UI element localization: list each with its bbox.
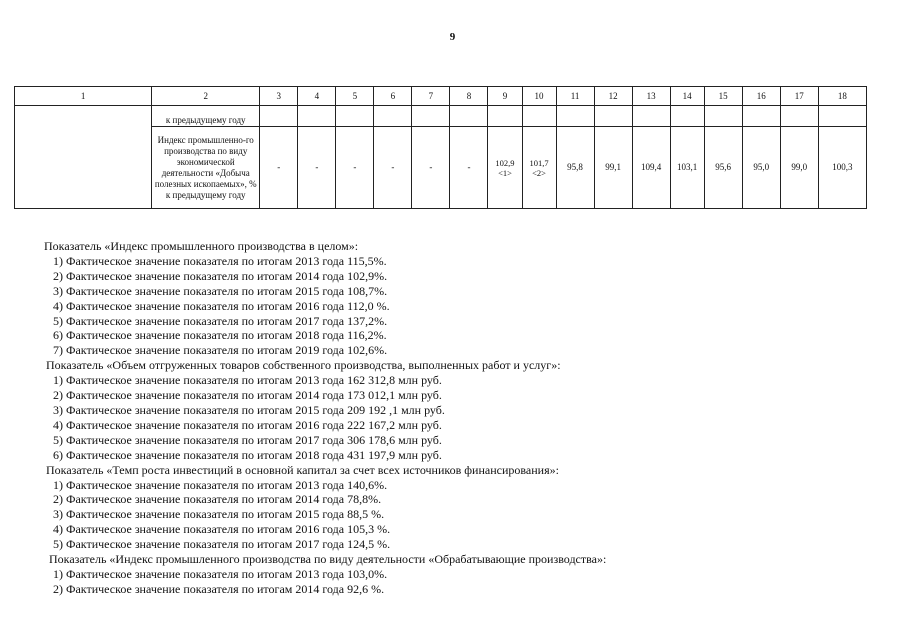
cell-footnote: <1> <box>498 167 512 178</box>
table-cell <box>670 127 704 209</box>
table-cell <box>336 106 374 127</box>
table-cell <box>412 127 450 209</box>
table-cell <box>742 106 780 127</box>
column-number: 4 <box>298 87 336 106</box>
column-number: 8 <box>450 87 488 106</box>
column-number: 7 <box>412 87 450 106</box>
list-item: 2) Фактическое значение показателя по итогам 2014 года 78,8%. <box>53 492 382 507</box>
table-cell <box>336 127 374 209</box>
table-cell <box>298 106 336 127</box>
column-number: 10 <box>522 87 556 106</box>
column-number: 14 <box>670 87 704 106</box>
column-number: 6 <box>374 87 412 106</box>
list-item: 5) Фактическое значение показателя по итогам 2017 года 306 178,6 млн руб. <box>53 432 442 447</box>
table-cell <box>632 127 670 209</box>
table-cell <box>260 127 298 209</box>
table-cell <box>556 106 594 127</box>
list-item: 4) Фактическое значение показателя по итогам 2016 года 112,0 %. <box>53 298 390 313</box>
table-cell <box>818 127 866 209</box>
table-cell <box>260 106 298 127</box>
column-number: 1 <box>15 87 152 106</box>
cell-value: - <box>467 162 471 172</box>
table-cell <box>632 106 670 127</box>
column-number: 11 <box>556 87 594 106</box>
list-item: 1) Фактическое значение показателя по итогам 2013 года 140,6%. <box>53 477 388 492</box>
section-heading: Показатель «Темп роста инвестиций в основной капитал за счет всех источников финансирования»: <box>46 462 559 477</box>
table-cell <box>488 127 522 209</box>
column-number: 9 <box>488 87 522 106</box>
table-cell <box>374 127 412 209</box>
cell-value: 95,8 <box>567 162 583 172</box>
cell-value: 101,7 <box>529 157 549 168</box>
page-number: 9 <box>449 31 456 43</box>
table-cell <box>670 106 704 127</box>
cell-value: 103,1 <box>677 162 698 172</box>
list-item: 5) Фактическое значение показателя по итогам 2017 года 124,5 %. <box>53 537 391 552</box>
cell-value: - <box>353 162 357 172</box>
column-number: 5 <box>336 87 374 106</box>
table-cell <box>780 106 818 127</box>
table-cell <box>450 127 488 209</box>
section-heading: Показатель «Объем отгруженных товаров собственного производства, выполненных работ и услуг»: <box>46 358 561 373</box>
cell-value: - <box>315 162 319 172</box>
table-cell <box>704 106 742 127</box>
column-number: 15 <box>704 87 742 106</box>
table-cell <box>374 106 412 127</box>
list-item: 3) Фактическое значение показателя по итогам 2015 года 209 192 ,1 млн руб. <box>53 402 445 417</box>
row-label: Индекс промышленно-го производства по виду экономической деятельности «Добыча полезных ископаемых», % к предыдущему году <box>152 127 260 209</box>
table-cell <box>742 127 780 209</box>
cell-value: - <box>277 162 281 172</box>
table-cell <box>704 127 742 209</box>
table-cell <box>488 106 522 127</box>
section-heading: Показатель «Индекс промышленного производства в целом»: <box>44 239 359 253</box>
list-item: 6) Фактическое значение показателя по итогам 2018 года 431 197,9 млн руб. <box>53 447 442 462</box>
cell-value: 95,0 <box>753 162 770 172</box>
column-number: 13 <box>632 87 670 106</box>
indicator-table <box>14 86 867 209</box>
list-item: 5) Фактическое значение показателя по итогам 2017 года 137,2%. <box>53 313 388 328</box>
table-header-row <box>15 87 867 106</box>
table-cell <box>594 106 632 127</box>
cell-footnote: <2> <box>532 167 546 178</box>
indicator-text <box>44 239 606 597</box>
list-item: 2) Фактическое значение показателя по итогам 2014 года 102,9%. <box>53 268 388 283</box>
cell-value: 100,3 <box>832 162 853 172</box>
table-cell-empty <box>15 106 152 209</box>
table-cell <box>780 127 818 209</box>
table-row <box>15 106 867 127</box>
column-number: 16 <box>742 87 780 106</box>
column-number: 17 <box>780 87 818 106</box>
table-cell <box>818 106 866 127</box>
list-item: 3) Фактическое значение показателя по итогам 2015 года 88,5 %. <box>53 507 385 522</box>
table-cell <box>594 127 632 209</box>
cell-value: 99,1 <box>605 162 621 172</box>
list-item: 6) Фактическое значение показателя по итогам 2018 года 116,2%. <box>53 328 387 343</box>
list-item: 4) Фактическое значение показателя по итогам 2016 года 222 167,2 млн руб. <box>53 417 442 432</box>
column-number: 12 <box>594 87 632 106</box>
section-heading: Показатель «Индекс промышленного производства по виду деятельности «Обрабатывающие производства»: <box>49 552 607 567</box>
list-item: 1) Фактическое значение показателя по итогам 2013 года 162 312,8 млн руб. <box>53 373 442 388</box>
cell-value: 102,9 <box>495 157 515 168</box>
column-number: 2 <box>152 87 260 106</box>
table-cell <box>298 127 336 209</box>
list-item: 2) Фактическое значение показателя по итогам 2014 года 173 012,1 млн руб. <box>53 388 442 403</box>
table-cell <box>522 127 556 209</box>
list-item: 1) Фактическое значение показателя по итогам 2013 года 115,5%. <box>53 253 387 268</box>
list-item: 7) Фактическое значение показателя по итогам 2019 года 102,6%. <box>53 343 388 358</box>
row-label: к предыдущему году <box>152 106 260 127</box>
table-cell <box>412 106 450 127</box>
cell-value: - <box>391 162 395 172</box>
cell-value: 109,4 <box>640 162 662 172</box>
cell-value: 99,0 <box>791 162 808 172</box>
table-cell <box>556 127 594 209</box>
table-cell <box>522 106 556 127</box>
list-item: 4) Фактическое значение показателя по итогам 2016 года 105,3 %. <box>53 522 391 537</box>
cell-value: - <box>429 162 433 172</box>
list-item: 3) Фактическое значение показателя по итогам 2015 года 108,7%. <box>53 283 388 298</box>
list-item: 1) Фактическое значение показателя по итогам 2013 года 103,0%. <box>53 566 388 581</box>
list-item: 2) Фактическое значение показателя по итогам 2014 года 92,6 %. <box>53 581 385 596</box>
table-cell <box>450 106 488 127</box>
cell-value: 95,6 <box>715 162 732 172</box>
column-number: 3 <box>260 87 298 106</box>
column-number: 18 <box>818 87 866 106</box>
